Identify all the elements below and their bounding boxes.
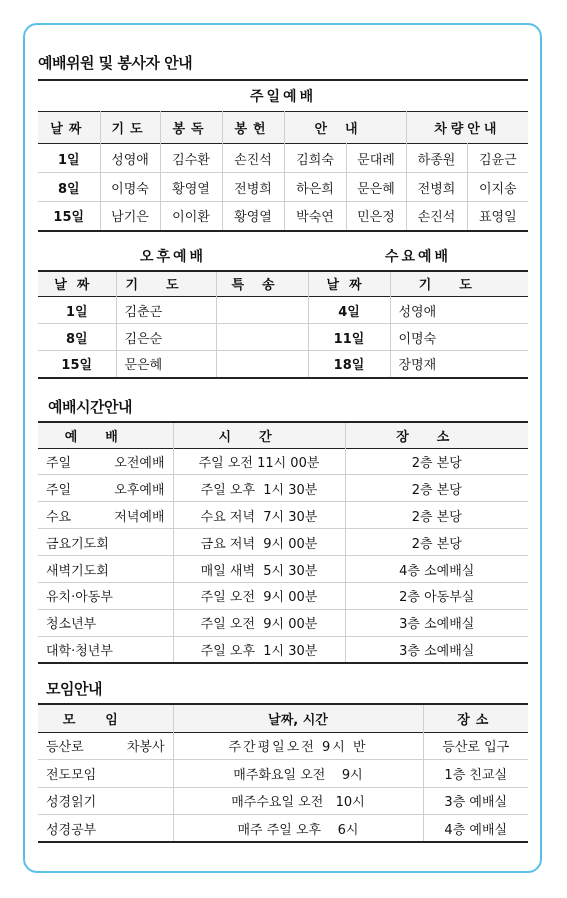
cell: 손진석 xyxy=(406,202,467,231)
cell: 김수환 xyxy=(160,144,222,173)
cell: 2층 본당 xyxy=(345,448,528,475)
cell: 장명재 xyxy=(390,351,528,378)
col-header: 특송 xyxy=(216,271,308,297)
cell: 성영애 xyxy=(390,297,528,324)
cell: 2층 본당 xyxy=(345,475,528,502)
cell: 주일 오후 1시 30분 xyxy=(173,475,345,502)
table-row xyxy=(38,173,528,202)
cell: 2층 본당 xyxy=(345,529,528,556)
col-header: 날짜 xyxy=(38,271,116,297)
cell: 민은정 xyxy=(346,202,406,231)
table-row xyxy=(38,448,528,475)
sunday-worship-table xyxy=(38,79,528,232)
cell: 황영열 xyxy=(160,173,222,202)
col-header: 안내 xyxy=(284,112,406,144)
cell xyxy=(216,324,308,351)
cell: 8일 xyxy=(57,181,80,197)
table-row xyxy=(38,475,528,502)
cell: 15일 xyxy=(61,358,93,374)
cell: 하은희 xyxy=(284,173,346,202)
table-row xyxy=(38,324,528,351)
cell: 성영애 xyxy=(100,144,160,173)
cell: 대학·청년부 xyxy=(46,643,113,659)
table-row xyxy=(38,787,528,815)
cell: 매주수요일 오전 10시 xyxy=(173,787,423,815)
cell: 김희숙 xyxy=(284,144,346,173)
worship-times-title: 예배시간안내 xyxy=(48,398,132,416)
cell: 황영열 xyxy=(222,202,284,231)
cell: 김윤근 xyxy=(467,144,528,173)
cell: 문은혜 xyxy=(116,351,216,378)
cell: 매주화요일 오전 9시 xyxy=(173,760,423,788)
cell: 주일 오전 9시 00분 xyxy=(173,582,345,609)
cell: 8일 xyxy=(65,331,88,347)
wednesday-worship-title: 수요예배 xyxy=(384,248,452,265)
cell: 3층 소예배실 xyxy=(345,609,528,636)
col-header: 날짜 xyxy=(38,112,100,144)
cell: 15일 xyxy=(53,210,85,226)
cell: 손진석 xyxy=(222,144,284,173)
table-row xyxy=(38,297,528,324)
table-row xyxy=(38,529,528,556)
col-header: 장소 xyxy=(423,704,528,732)
cell: 주일 오전 9시 00분 xyxy=(173,609,345,636)
cell: 전도모임 xyxy=(46,767,97,783)
cell: 전병희 xyxy=(222,173,284,202)
cell: 주일 오전 11시 00분 xyxy=(173,448,345,475)
cell: 2층 아동부실 xyxy=(345,582,528,609)
table-row xyxy=(38,760,528,788)
table-row xyxy=(38,815,528,843)
col-header: 기도 xyxy=(116,271,216,297)
cell: 수요 저녁 7시 30분 xyxy=(173,502,345,529)
worship-committee-section xyxy=(38,51,528,379)
cell: 남기은 xyxy=(100,202,160,231)
cell: 금요 저녁 9시 00분 xyxy=(173,529,345,556)
table-row xyxy=(38,609,528,636)
table-row xyxy=(38,636,528,663)
cell: 새벽기도회 xyxy=(46,563,109,579)
cell xyxy=(216,351,308,378)
cell: 주일 오후 1시 30분 xyxy=(173,636,345,663)
col-header: 예배 xyxy=(38,422,173,448)
afternoon-wednesday-table xyxy=(38,270,528,379)
col-header: 봉헌 xyxy=(222,112,284,144)
table-row xyxy=(38,732,528,760)
cell: 성경공부 xyxy=(46,822,97,838)
table-row xyxy=(38,144,528,173)
cell: 매일 새벽 5시 30분 xyxy=(173,556,345,583)
worship-times-table xyxy=(38,421,528,664)
cell: 이명숙 xyxy=(390,324,528,351)
cell: 2층 본당 xyxy=(345,502,528,529)
cell: 4일 xyxy=(308,297,390,324)
sunday-worship-title: 주일예배 xyxy=(250,89,317,105)
cell: 등산로 입구 xyxy=(423,732,528,760)
table-row xyxy=(38,582,528,609)
cell: 전병희 xyxy=(406,173,467,202)
cell: 주간평일오전 9시 반 xyxy=(173,732,423,760)
cell: 4층 예배실 xyxy=(423,815,528,843)
table-row xyxy=(38,202,528,231)
cell: 김은순 xyxy=(116,324,216,351)
cell: 매주 주일 오후 6시 xyxy=(173,815,423,843)
cell: 김춘곤 xyxy=(116,297,216,324)
cell: 4층 소예배실 xyxy=(345,556,528,583)
cell: 이명숙 xyxy=(100,173,160,202)
cell: 하종원 xyxy=(406,144,467,173)
col-header: 봉독 xyxy=(160,112,222,144)
cell: 유치·아동부 xyxy=(46,590,113,606)
cell: 1일 xyxy=(65,304,88,320)
cell: 성경읽기 xyxy=(46,795,97,811)
cell: 수요 저녁예배 xyxy=(46,509,165,525)
meetings-section xyxy=(38,677,528,843)
col-header: 모임 xyxy=(38,704,173,732)
cell: 주일 오후예배 xyxy=(46,482,165,498)
cell: 1일 xyxy=(57,152,80,168)
cell: 3층 소예배실 xyxy=(345,636,528,663)
col-header: 시간 xyxy=(173,422,345,448)
cell xyxy=(216,297,308,324)
cell: 11일 xyxy=(308,324,390,351)
cell: 박숙연 xyxy=(284,202,346,231)
cell: 주일 오전예배 xyxy=(46,455,165,471)
cell: 문대례 xyxy=(346,144,406,173)
afternoon-worship-title: 오후예배 xyxy=(139,248,207,265)
table-row xyxy=(38,351,528,378)
cell: 표영일 xyxy=(467,202,528,231)
meetings-title: 모임안내 xyxy=(46,680,102,698)
cell: 이이환 xyxy=(160,202,222,231)
cell: 등산로 차봉사 xyxy=(46,740,165,756)
worship-committee-title: 예배위원 및 봉사자 안내 xyxy=(38,54,193,72)
cell: 청소년부 xyxy=(46,617,97,633)
cell: 금요기도회 xyxy=(46,536,109,552)
table-row xyxy=(38,502,528,529)
meetings-table xyxy=(38,703,528,843)
worship-times-section xyxy=(38,395,528,664)
cell: 이지송 xyxy=(467,173,528,202)
table-row xyxy=(38,556,528,583)
col-header: 날짜 xyxy=(308,271,390,297)
cell: 문은혜 xyxy=(346,173,406,202)
cell: 3층 예배실 xyxy=(423,787,528,815)
cell: 1층 친교실 xyxy=(423,760,528,788)
col-header: 차량안내 xyxy=(406,112,528,144)
col-header: 기도 xyxy=(390,271,528,297)
col-header: 장소 xyxy=(345,422,528,448)
col-header: 기도 xyxy=(100,112,160,144)
cell: 18일 xyxy=(308,351,390,378)
col-header: 날짜, 시간 xyxy=(173,704,423,732)
